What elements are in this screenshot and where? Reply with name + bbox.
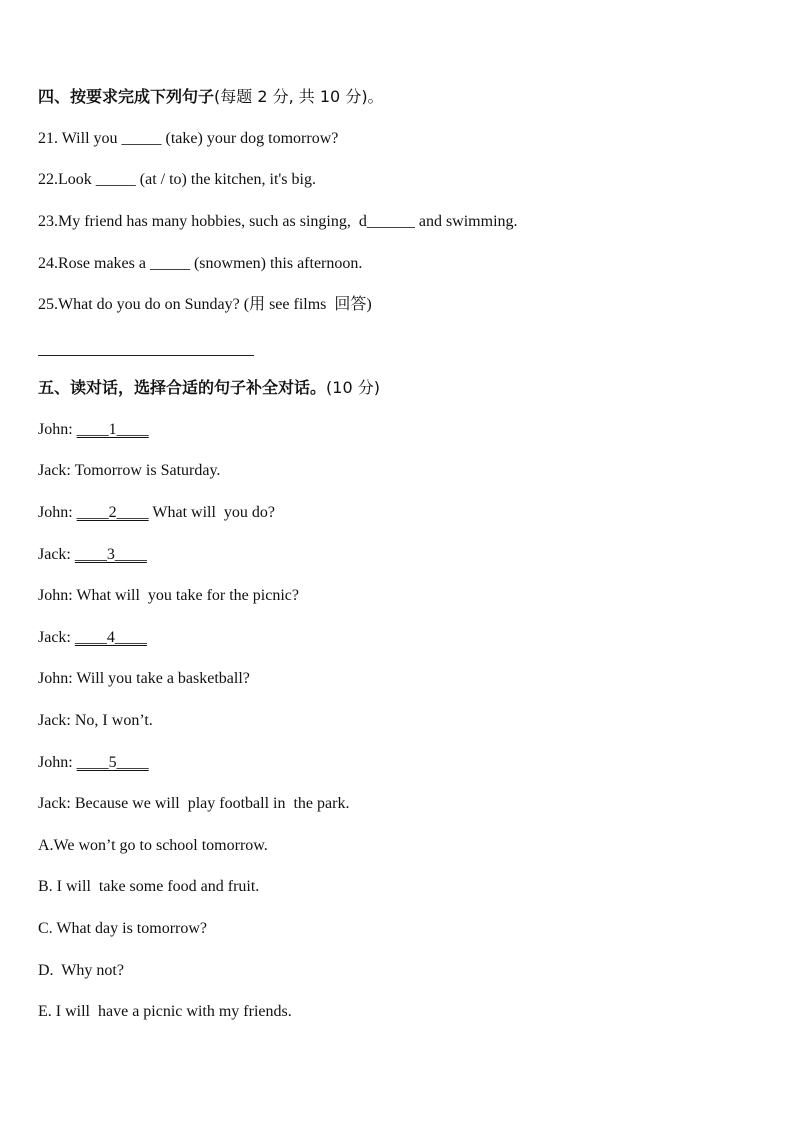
question-22: 22.Look _____ (at / to) the kitchen, it's big.	[38, 171, 316, 188]
dialogue-line	[38, 420, 149, 440]
section5-heading-points: (10 分)	[326, 378, 380, 397]
dialogue-blank-2: ____2____	[76, 504, 149, 521]
dialogue-line	[38, 545, 147, 565]
dialogue-speaker: Jack: Tomorrow is Saturday.	[38, 462, 221, 479]
section5-heading-title: 五、读对话，选择合适的句子补全对话。	[38, 378, 327, 397]
dialogue-blank-1: ____1____	[76, 421, 149, 438]
dialogue-speaker: John:	[38, 421, 77, 438]
dialogue-line	[38, 753, 149, 773]
dialogue-speaker: Jack: Because we will play football in the park.	[38, 795, 350, 812]
question-24: 24.Rose makes a _____ (snowmen) this afternoon.	[38, 255, 363, 272]
question-25: 25.What do you do on Sunday? (用 see films 回答)	[38, 296, 372, 313]
dialogue-blank-4: ____4____	[74, 629, 147, 646]
section4-heading	[38, 87, 384, 107]
dialogue-line	[38, 628, 147, 648]
dialogue-line	[38, 503, 275, 523]
option-d: D. Why not?	[38, 962, 124, 979]
option-c: C. What day is tomorrow?	[38, 920, 208, 937]
dialogue-speaker: John:	[38, 504, 77, 521]
worksheet-page	[38, 0, 758, 1123]
dialogue-line	[38, 586, 299, 606]
dialogue-speaker: Jack:	[38, 629, 75, 646]
dialogue-line	[38, 711, 153, 731]
option-a: A.We won’t go to school tomorrow.	[38, 837, 268, 854]
option-e: E. I will have a picnic with my friends.	[38, 1003, 292, 1020]
dialogue-blank-5: ____5____	[76, 754, 149, 771]
dialogue-speaker: John:	[38, 754, 77, 771]
answer-blank-line	[38, 355, 254, 356]
dialogue-speaker: John: Will you take a basketball?	[38, 670, 250, 687]
section4-heading-points: (每题 2 分, 共 10 分)。	[214, 87, 384, 106]
question-21: 21. Will you _____ (take) your dog tomorrow?	[38, 130, 339, 147]
dialogue-speaker: Jack:	[38, 546, 75, 563]
option-b: B. I will take some food and fruit.	[38, 878, 260, 895]
question-23: 23.My friend has many hobbies, such as singing, d______ and swimming.	[38, 213, 518, 230]
dialogue-speaker: Jack: No, I won’t.	[38, 712, 153, 729]
dialogue-blank-3: ____3____	[74, 546, 147, 563]
section4-heading-title: 四、按要求完成下列句子	[38, 87, 215, 106]
dialogue-line	[38, 794, 349, 814]
dialogue-suffix: What will you do?	[148, 504, 276, 521]
section5-heading	[38, 378, 380, 398]
dialogue-line	[38, 669, 250, 689]
dialogue-line	[38, 461, 220, 481]
dialogue-speaker: John: What will you take for the picnic?	[38, 587, 299, 604]
